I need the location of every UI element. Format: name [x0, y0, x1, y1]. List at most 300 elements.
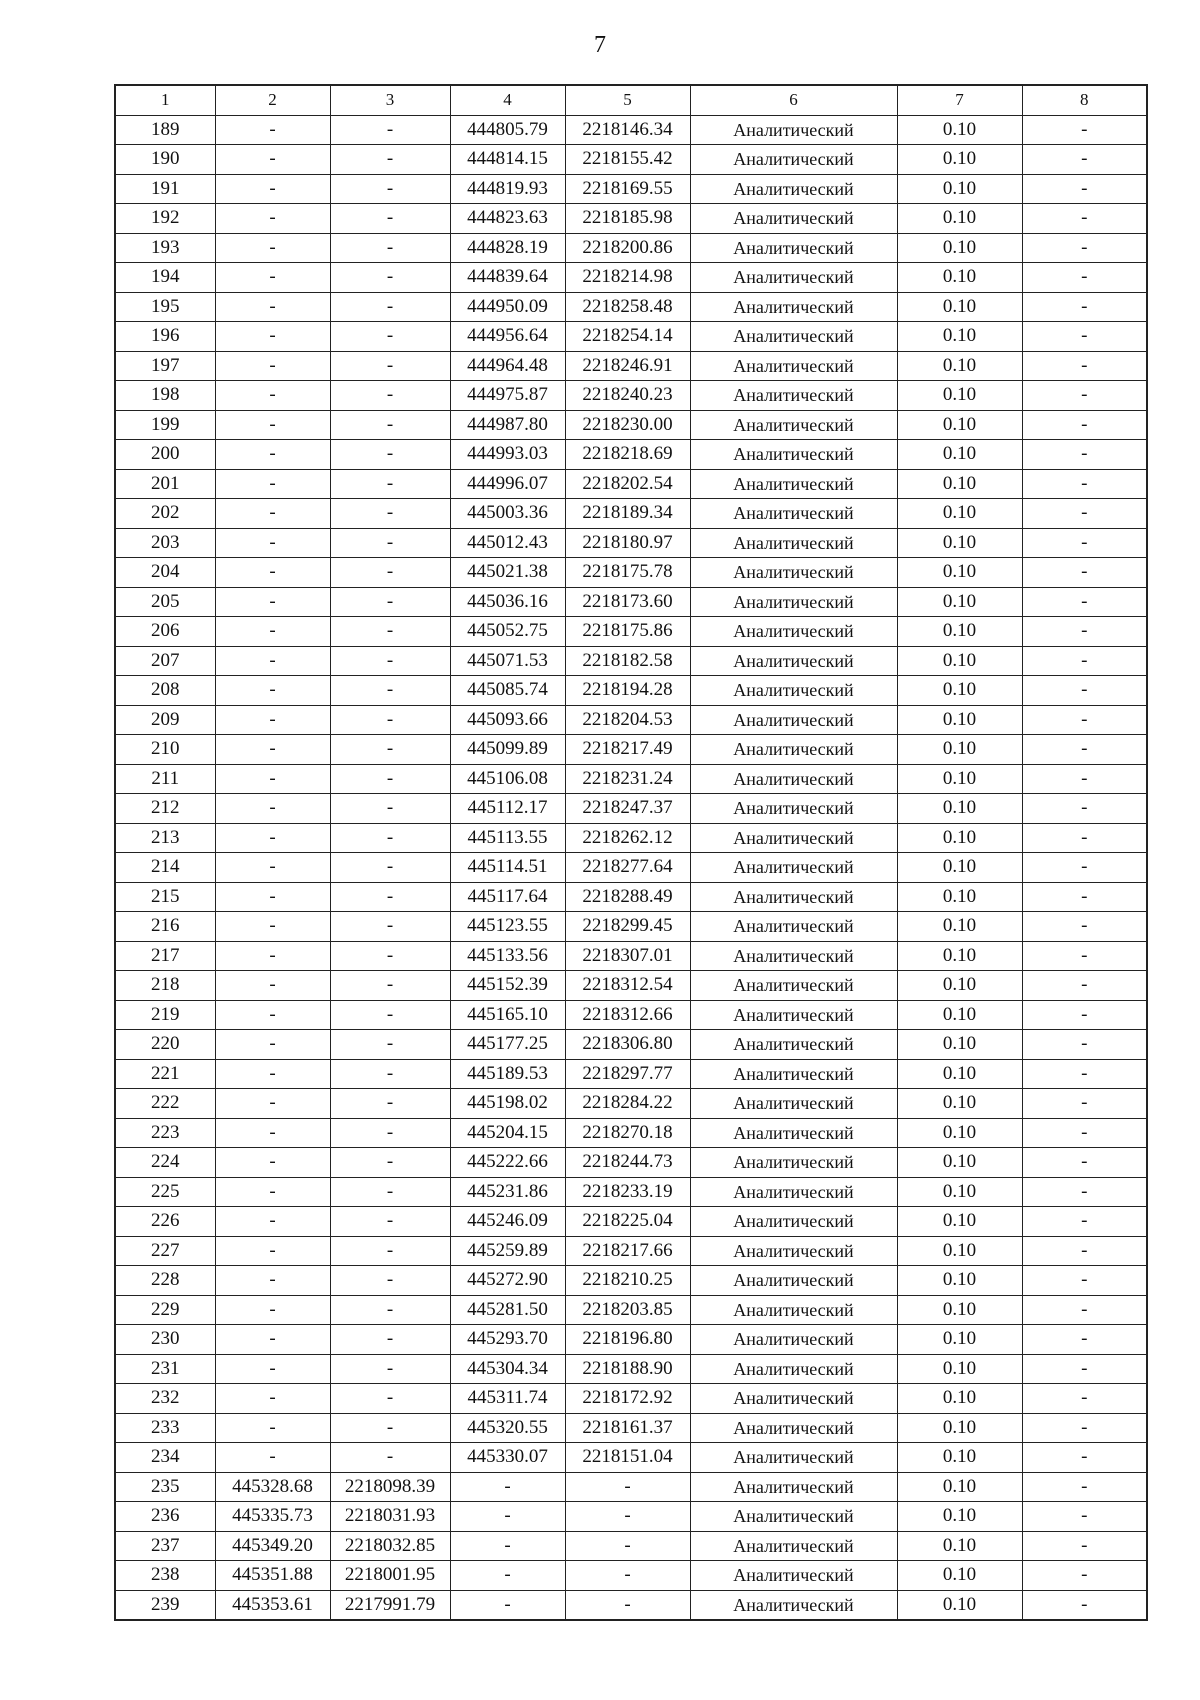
- accuracy-cell: 0.10: [897, 1590, 1022, 1620]
- accuracy-cell: 0.10: [897, 1177, 1022, 1207]
- table-row: [115, 912, 1147, 942]
- table-row: [115, 1118, 1147, 1148]
- y-old-cell: -: [330, 617, 450, 647]
- description-cell: -: [1022, 1118, 1147, 1148]
- table-row: [115, 499, 1147, 529]
- y-old-cell: -: [330, 145, 450, 175]
- table-row: [115, 322, 1147, 352]
- table-row: [115, 646, 1147, 676]
- column-header-1: 1: [115, 85, 215, 115]
- x-new-cell: 445117.64: [450, 882, 565, 912]
- y-old-cell: -: [330, 292, 450, 322]
- table-row: [115, 1590, 1147, 1620]
- accuracy-cell: 0.10: [897, 735, 1022, 765]
- x-old-cell: -: [215, 204, 330, 234]
- table-row: [115, 204, 1147, 234]
- table-row: [115, 1030, 1147, 1060]
- y-old-cell: 2218031.93: [330, 1502, 450, 1532]
- accuracy-cell: 0.10: [897, 971, 1022, 1001]
- description-cell: -: [1022, 1502, 1147, 1532]
- x-new-cell: 445112.17: [450, 794, 565, 824]
- x-old-cell: -: [215, 882, 330, 912]
- method-cell: Аналитический: [690, 1118, 897, 1148]
- table-row: [115, 1413, 1147, 1443]
- method-cell: Аналитический: [690, 499, 897, 529]
- description-cell: -: [1022, 1413, 1147, 1443]
- description-cell: -: [1022, 1443, 1147, 1473]
- method-cell: Аналитический: [690, 764, 897, 794]
- table-row: [115, 469, 1147, 499]
- point-number-cell: 222: [115, 1089, 215, 1119]
- table-row: [115, 233, 1147, 263]
- description-cell: -: [1022, 882, 1147, 912]
- x-old-cell: -: [215, 853, 330, 883]
- point-number-cell: 230: [115, 1325, 215, 1355]
- point-number-cell: 191: [115, 174, 215, 204]
- y-old-cell: -: [330, 823, 450, 853]
- y-old-cell: -: [330, 912, 450, 942]
- accuracy-cell: 0.10: [897, 469, 1022, 499]
- y-old-cell: -: [330, 528, 450, 558]
- description-cell: -: [1022, 1236, 1147, 1266]
- accuracy-cell: 0.10: [897, 853, 1022, 883]
- description-cell: -: [1022, 440, 1147, 470]
- table-row: [115, 1148, 1147, 1178]
- x-new-cell: 444823.63: [450, 204, 565, 234]
- accuracy-cell: 0.10: [897, 764, 1022, 794]
- accuracy-cell: 0.10: [897, 823, 1022, 853]
- table-row: [115, 292, 1147, 322]
- x-old-cell: -: [215, 1000, 330, 1030]
- table-row: [115, 1531, 1147, 1561]
- method-cell: Аналитический: [690, 794, 897, 824]
- description-cell: -: [1022, 587, 1147, 617]
- description-cell: -: [1022, 233, 1147, 263]
- accuracy-cell: 0.10: [897, 1030, 1022, 1060]
- y-new-cell: 2218188.90: [565, 1354, 690, 1384]
- x-old-cell: -: [215, 233, 330, 263]
- y-new-cell: 2218146.34: [565, 115, 690, 145]
- table-row: [115, 115, 1147, 145]
- table-row: [115, 174, 1147, 204]
- point-number-cell: 237: [115, 1531, 215, 1561]
- description-cell: -: [1022, 1266, 1147, 1296]
- y-new-cell: 2218180.97: [565, 528, 690, 558]
- y-new-cell: 2218175.86: [565, 617, 690, 647]
- description-cell: -: [1022, 1531, 1147, 1561]
- point-number-cell: 190: [115, 145, 215, 175]
- x-new-cell: 445204.15: [450, 1118, 565, 1148]
- table-header-row: [115, 85, 1147, 115]
- y-old-cell: 2218001.95: [330, 1561, 450, 1591]
- y-new-cell: 2218254.14: [565, 322, 690, 352]
- table-row: [115, 587, 1147, 617]
- point-number-cell: 205: [115, 587, 215, 617]
- x-old-cell: -: [215, 263, 330, 293]
- accuracy-cell: 0.10: [897, 1502, 1022, 1532]
- description-cell: -: [1022, 705, 1147, 735]
- y-new-cell: 2218196.80: [565, 1325, 690, 1355]
- x-new-cell: 445052.75: [450, 617, 565, 647]
- x-old-cell: 445353.61: [215, 1590, 330, 1620]
- x-new-cell: 445085.74: [450, 676, 565, 706]
- table-row: [115, 676, 1147, 706]
- point-number-cell: 207: [115, 646, 215, 676]
- accuracy-cell: 0.10: [897, 1561, 1022, 1591]
- description-cell: -: [1022, 115, 1147, 145]
- y-new-cell: 2218230.00: [565, 410, 690, 440]
- description-cell: -: [1022, 1472, 1147, 1502]
- x-new-cell: 444987.80: [450, 410, 565, 440]
- y-new-cell: 2218258.48: [565, 292, 690, 322]
- column-header-8: 8: [1022, 85, 1147, 115]
- column-header-4: 4: [450, 85, 565, 115]
- method-cell: Аналитический: [690, 1325, 897, 1355]
- accuracy-cell: 0.10: [897, 1089, 1022, 1119]
- y-old-cell: -: [330, 322, 450, 352]
- table-row: [115, 1561, 1147, 1591]
- method-cell: Аналитический: [690, 440, 897, 470]
- y-new-cell: 2218204.53: [565, 705, 690, 735]
- accuracy-cell: 0.10: [897, 1472, 1022, 1502]
- y-new-cell: 2218297.77: [565, 1059, 690, 1089]
- y-new-cell: -: [565, 1472, 690, 1502]
- y-new-cell: 2218270.18: [565, 1118, 690, 1148]
- column-header-5: 5: [565, 85, 690, 115]
- y-old-cell: -: [330, 204, 450, 234]
- description-cell: -: [1022, 853, 1147, 883]
- method-cell: Аналитический: [690, 1148, 897, 1178]
- y-old-cell: -: [330, 1295, 450, 1325]
- x-old-cell: -: [215, 440, 330, 470]
- point-number-cell: 234: [115, 1443, 215, 1473]
- x-new-cell: 445093.66: [450, 705, 565, 735]
- description-cell: -: [1022, 558, 1147, 588]
- accuracy-cell: 0.10: [897, 145, 1022, 175]
- x-new-cell: 444828.19: [450, 233, 565, 263]
- y-old-cell: -: [330, 735, 450, 765]
- point-number-cell: 206: [115, 617, 215, 647]
- accuracy-cell: 0.10: [897, 1266, 1022, 1296]
- description-cell: -: [1022, 145, 1147, 175]
- table-row: [115, 1472, 1147, 1502]
- x-new-cell: -: [450, 1502, 565, 1532]
- point-number-cell: 218: [115, 971, 215, 1001]
- method-cell: Аналитический: [690, 676, 897, 706]
- x-old-cell: -: [215, 1266, 330, 1296]
- accuracy-cell: 0.10: [897, 1384, 1022, 1414]
- y-old-cell: -: [330, 764, 450, 794]
- x-old-cell: -: [215, 1295, 330, 1325]
- y-new-cell: 2218203.85: [565, 1295, 690, 1325]
- y-old-cell: -: [330, 233, 450, 263]
- description-cell: -: [1022, 912, 1147, 942]
- point-number-cell: 221: [115, 1059, 215, 1089]
- table-row: [115, 410, 1147, 440]
- method-cell: Аналитический: [690, 1561, 897, 1591]
- y-old-cell: -: [330, 853, 450, 883]
- accuracy-cell: 0.10: [897, 676, 1022, 706]
- accuracy-cell: 0.10: [897, 1443, 1022, 1473]
- y-old-cell: -: [330, 115, 450, 145]
- x-new-cell: 445189.53: [450, 1059, 565, 1089]
- y-old-cell: -: [330, 1325, 450, 1355]
- method-cell: Аналитический: [690, 1059, 897, 1089]
- method-cell: Аналитический: [690, 705, 897, 735]
- y-new-cell: 2218182.58: [565, 646, 690, 676]
- y-old-cell: -: [330, 440, 450, 470]
- x-old-cell: -: [215, 528, 330, 558]
- accuracy-cell: 0.10: [897, 1295, 1022, 1325]
- y-new-cell: 2218312.66: [565, 1000, 690, 1030]
- y-old-cell: -: [330, 1089, 450, 1119]
- y-old-cell: -: [330, 263, 450, 293]
- x-old-cell: -: [215, 617, 330, 647]
- x-new-cell: 445165.10: [450, 1000, 565, 1030]
- y-old-cell: -: [330, 1443, 450, 1473]
- x-new-cell: 444993.03: [450, 440, 565, 470]
- table-row: [115, 705, 1147, 735]
- point-number-cell: 223: [115, 1118, 215, 1148]
- x-old-cell: -: [215, 1030, 330, 1060]
- description-cell: -: [1022, 174, 1147, 204]
- method-cell: Аналитический: [690, 145, 897, 175]
- accuracy-cell: 0.10: [897, 558, 1022, 588]
- x-old-cell: -: [215, 351, 330, 381]
- y-new-cell: 2218155.42: [565, 145, 690, 175]
- y-old-cell: -: [330, 1354, 450, 1384]
- x-new-cell: 445177.25: [450, 1030, 565, 1060]
- point-number-cell: 211: [115, 764, 215, 794]
- x-old-cell: -: [215, 823, 330, 853]
- y-old-cell: -: [330, 558, 450, 588]
- description-cell: -: [1022, 528, 1147, 558]
- table-row: [115, 263, 1147, 293]
- y-old-cell: -: [330, 351, 450, 381]
- y-new-cell: -: [565, 1502, 690, 1532]
- y-old-cell: -: [330, 1148, 450, 1178]
- x-old-cell: -: [215, 1413, 330, 1443]
- accuracy-cell: 0.10: [897, 646, 1022, 676]
- table-row: [115, 1266, 1147, 1296]
- y-new-cell: -: [565, 1561, 690, 1591]
- method-cell: Аналитический: [690, 410, 897, 440]
- method-cell: Аналитический: [690, 1295, 897, 1325]
- x-old-cell: -: [215, 558, 330, 588]
- accuracy-cell: 0.10: [897, 381, 1022, 411]
- x-new-cell: 445246.09: [450, 1207, 565, 1237]
- method-cell: Аналитический: [690, 174, 897, 204]
- table-row: [115, 764, 1147, 794]
- accuracy-cell: 0.10: [897, 941, 1022, 971]
- x-new-cell: 445036.16: [450, 587, 565, 617]
- table-row: [115, 1089, 1147, 1119]
- y-new-cell: 2218284.22: [565, 1089, 690, 1119]
- y-old-cell: -: [330, 1236, 450, 1266]
- description-cell: -: [1022, 676, 1147, 706]
- table-row: [115, 1354, 1147, 1384]
- point-number-cell: 220: [115, 1030, 215, 1060]
- table-row: [115, 1000, 1147, 1030]
- y-old-cell: -: [330, 174, 450, 204]
- y-new-cell: 2218214.98: [565, 263, 690, 293]
- y-new-cell: 2218217.66: [565, 1236, 690, 1266]
- x-old-cell: -: [215, 1443, 330, 1473]
- method-cell: Аналитический: [690, 853, 897, 883]
- accuracy-cell: 0.10: [897, 587, 1022, 617]
- point-number-cell: 229: [115, 1295, 215, 1325]
- point-number-cell: 196: [115, 322, 215, 352]
- x-old-cell: -: [215, 1325, 330, 1355]
- accuracy-cell: 0.10: [897, 882, 1022, 912]
- table-row: [115, 1384, 1147, 1414]
- point-number-cell: 197: [115, 351, 215, 381]
- y-new-cell: 2218225.04: [565, 1207, 690, 1237]
- y-new-cell: 2218172.92: [565, 1384, 690, 1414]
- x-old-cell: -: [215, 735, 330, 765]
- table-row: [115, 853, 1147, 883]
- table-body: [115, 115, 1147, 1620]
- y-old-cell: 2218098.39: [330, 1472, 450, 1502]
- method-cell: Аналитический: [690, 292, 897, 322]
- point-number-cell: 195: [115, 292, 215, 322]
- method-cell: Аналитический: [690, 1266, 897, 1296]
- y-new-cell: 2218194.28: [565, 676, 690, 706]
- y-old-cell: -: [330, 646, 450, 676]
- table-row: [115, 735, 1147, 765]
- y-new-cell: 2218173.60: [565, 587, 690, 617]
- method-cell: Аналитический: [690, 1443, 897, 1473]
- point-number-cell: 193: [115, 233, 215, 263]
- point-number-cell: 214: [115, 853, 215, 883]
- x-old-cell: -: [215, 1236, 330, 1266]
- x-old-cell: 445335.73: [215, 1502, 330, 1532]
- point-number-cell: 224: [115, 1148, 215, 1178]
- point-number-cell: 202: [115, 499, 215, 529]
- x-old-cell: -: [215, 410, 330, 440]
- description-cell: -: [1022, 1384, 1147, 1414]
- table-row: [115, 1207, 1147, 1237]
- point-number-cell: 194: [115, 263, 215, 293]
- point-number-cell: 199: [115, 410, 215, 440]
- x-new-cell: 444819.93: [450, 174, 565, 204]
- x-new-cell: 445113.55: [450, 823, 565, 853]
- description-cell: -: [1022, 499, 1147, 529]
- x-new-cell: 445133.56: [450, 941, 565, 971]
- point-number-cell: 225: [115, 1177, 215, 1207]
- y-new-cell: 2218218.69: [565, 440, 690, 470]
- description-cell: -: [1022, 1177, 1147, 1207]
- method-cell: Аналитический: [690, 1413, 897, 1443]
- y-old-cell: -: [330, 941, 450, 971]
- y-old-cell: 2218032.85: [330, 1531, 450, 1561]
- method-cell: Аналитический: [690, 1384, 897, 1414]
- x-new-cell: 445021.38: [450, 558, 565, 588]
- x-old-cell: -: [215, 587, 330, 617]
- table-row: [115, 823, 1147, 853]
- method-cell: Аналитический: [690, 469, 897, 499]
- point-number-cell: 238: [115, 1561, 215, 1591]
- method-cell: Аналитический: [690, 263, 897, 293]
- table-row: [115, 1502, 1147, 1532]
- x-old-cell: -: [215, 941, 330, 971]
- x-new-cell: 445222.66: [450, 1148, 565, 1178]
- accuracy-cell: 0.10: [897, 1207, 1022, 1237]
- x-old-cell: -: [215, 381, 330, 411]
- x-new-cell: 445071.53: [450, 646, 565, 676]
- accuracy-cell: 0.10: [897, 204, 1022, 234]
- method-cell: Аналитический: [690, 1236, 897, 1266]
- x-new-cell: 444975.87: [450, 381, 565, 411]
- x-old-cell: -: [215, 1059, 330, 1089]
- x-new-cell: 445304.34: [450, 1354, 565, 1384]
- y-old-cell: -: [330, 381, 450, 411]
- x-old-cell: 445351.88: [215, 1561, 330, 1591]
- description-cell: -: [1022, 1325, 1147, 1355]
- accuracy-cell: 0.10: [897, 263, 1022, 293]
- point-number-cell: 208: [115, 676, 215, 706]
- point-number-cell: 236: [115, 1502, 215, 1532]
- x-new-cell: 444964.48: [450, 351, 565, 381]
- method-cell: Аналитический: [690, 1000, 897, 1030]
- accuracy-cell: 0.10: [897, 1148, 1022, 1178]
- x-old-cell: -: [215, 145, 330, 175]
- accuracy-cell: 0.10: [897, 322, 1022, 352]
- method-cell: Аналитический: [690, 1177, 897, 1207]
- method-cell: Аналитический: [690, 1590, 897, 1620]
- x-old-cell: -: [215, 499, 330, 529]
- x-old-cell: -: [215, 1177, 330, 1207]
- method-cell: Аналитический: [690, 1089, 897, 1119]
- description-cell: -: [1022, 322, 1147, 352]
- point-number-cell: 209: [115, 705, 215, 735]
- method-cell: Аналитический: [690, 1502, 897, 1532]
- x-new-cell: 444814.15: [450, 145, 565, 175]
- x-old-cell: -: [215, 115, 330, 145]
- y-new-cell: 2218161.37: [565, 1413, 690, 1443]
- description-cell: -: [1022, 971, 1147, 1001]
- point-number-cell: 235: [115, 1472, 215, 1502]
- point-number-cell: 192: [115, 204, 215, 234]
- point-number-cell: 239: [115, 1590, 215, 1620]
- x-new-cell: 445281.50: [450, 1295, 565, 1325]
- y-new-cell: 2218231.24: [565, 764, 690, 794]
- x-new-cell: -: [450, 1472, 565, 1502]
- point-number-cell: 217: [115, 941, 215, 971]
- y-new-cell: 2218151.04: [565, 1443, 690, 1473]
- y-old-cell: -: [330, 469, 450, 499]
- x-new-cell: 445259.89: [450, 1236, 565, 1266]
- description-cell: -: [1022, 469, 1147, 499]
- column-header-6: 6: [690, 85, 897, 115]
- x-new-cell: -: [450, 1531, 565, 1561]
- table-row: [115, 1059, 1147, 1089]
- table-row: [115, 351, 1147, 381]
- x-new-cell: 445198.02: [450, 1089, 565, 1119]
- x-old-cell: -: [215, 1207, 330, 1237]
- accuracy-cell: 0.10: [897, 528, 1022, 558]
- description-cell: -: [1022, 1590, 1147, 1620]
- x-new-cell: 445012.43: [450, 528, 565, 558]
- y-new-cell: 2218189.34: [565, 499, 690, 529]
- x-old-cell: -: [215, 174, 330, 204]
- method-cell: Аналитический: [690, 351, 897, 381]
- method-cell: Аналитический: [690, 558, 897, 588]
- accuracy-cell: 0.10: [897, 292, 1022, 322]
- x-new-cell: 445152.39: [450, 971, 565, 1001]
- method-cell: Аналитический: [690, 1030, 897, 1060]
- table-row: [115, 971, 1147, 1001]
